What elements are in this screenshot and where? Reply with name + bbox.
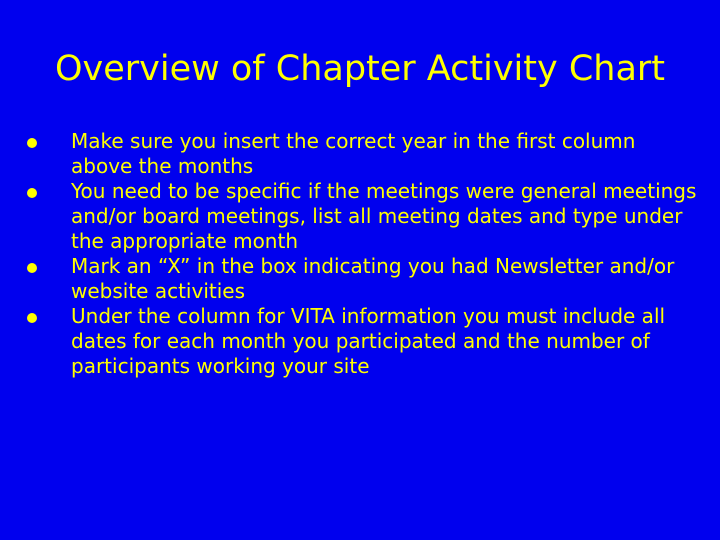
bullet-list bbox=[20, 129, 700, 379]
bullet-text: Make sure you insert the correct year in the first column above the months bbox=[71, 129, 636, 178]
bullet-dot-icon bbox=[27, 138, 37, 148]
bullet-item bbox=[20, 254, 700, 304]
slide-title: Overview of Chapter Activity Chart bbox=[54, 49, 666, 89]
bullet-item bbox=[20, 304, 700, 379]
bullet-text: Mark an “X” in the box indicating you had Newsletter and/or website activities bbox=[71, 254, 675, 303]
bullet-dot-icon bbox=[27, 188, 37, 198]
bullet-item bbox=[20, 129, 700, 179]
bullet-text: You need to be specific if the meetings were general meetings and/or board meetings, list all meeting dates and type under the appropriate month bbox=[71, 179, 697, 253]
bullet-text: Under the column for VITA information you must include all dates for each month you participated and the number of participants working your site bbox=[71, 304, 666, 378]
bullet-item bbox=[20, 179, 700, 254]
bullet-dot-icon bbox=[27, 313, 37, 323]
bullet-dot-icon bbox=[27, 263, 37, 273]
